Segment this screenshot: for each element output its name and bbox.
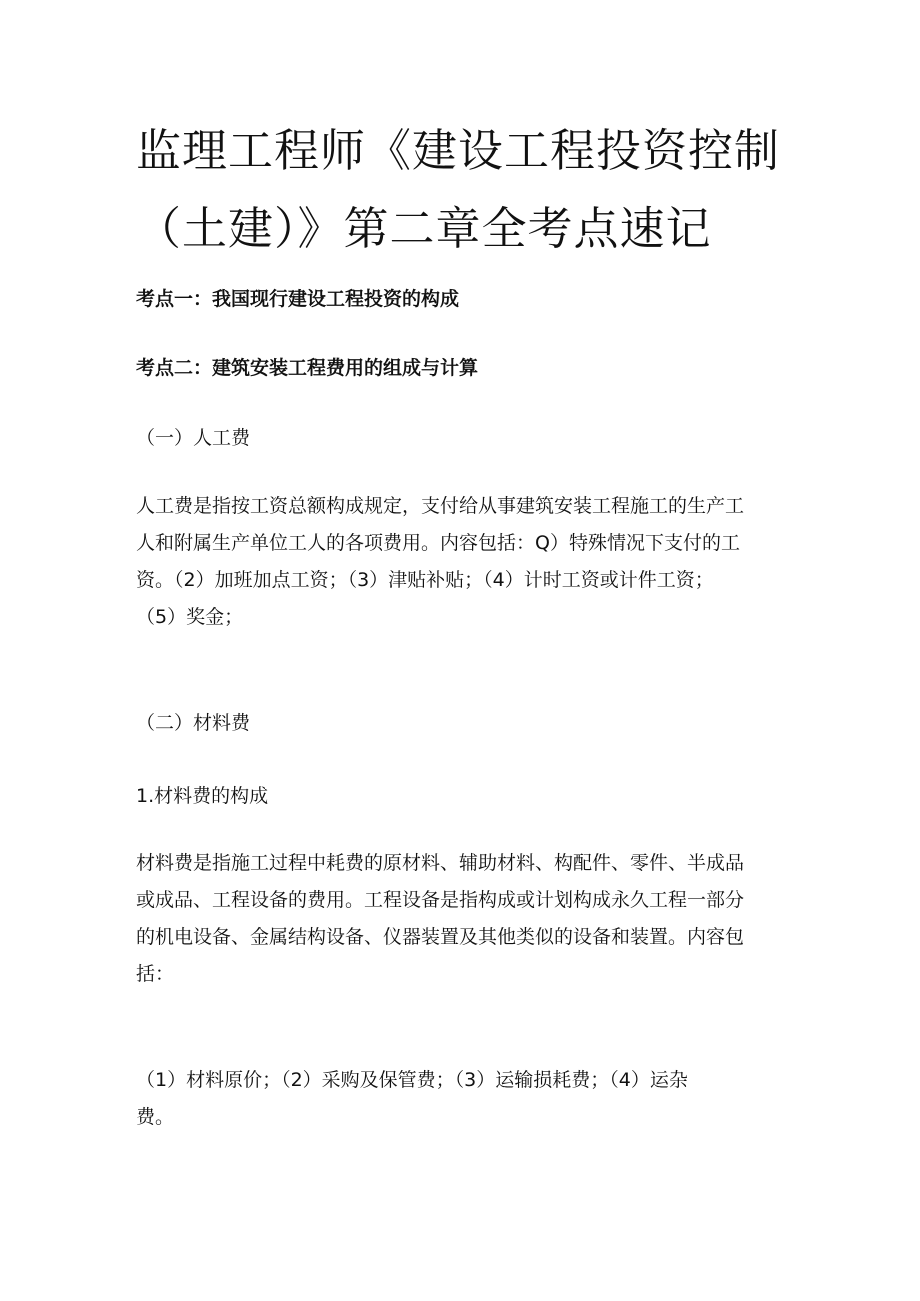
point-one-heading: 考点一：我国现行建设工程投资的构成 <box>136 288 460 310</box>
labor-cost-paragraph <box>136 488 784 636</box>
paragraph-line: 括： <box>136 963 175 985</box>
paragraph-line: 或成品、工程设备的费用。工程设备是指构成或计划构成永久工程一部分 <box>136 889 745 911</box>
labor-cost-heading: （一）人工费 <box>136 427 251 449</box>
point-two-heading: 考点二：建筑安装工程费用的组成与计算 <box>136 357 479 379</box>
material-cost-paragraph <box>136 845 784 993</box>
title-line: 监理工程师《建设工程投资控制 <box>136 124 781 177</box>
paragraph-line: （1）材料原价；（2）采购及保管费；（3）运输损耗费；（4）运杂 <box>136 1069 688 1091</box>
title-line: （土建）》第二章全考点速记 <box>136 202 712 255</box>
paragraph-line: （5）奖金； <box>136 606 244 628</box>
paragraph-line: 人和附属生产单位工人的各项费用。内容包括：Q）特殊情况下支付的工 <box>136 532 740 554</box>
material-composition-subheading: 1.材料费的构成 <box>136 785 269 807</box>
paragraph-line: 材料费是指施工过程中耗费的原材料、辅助材料、构配件、零件、半成品 <box>136 852 745 874</box>
paragraph-line: 费。 <box>136 1106 175 1128</box>
paragraph-line: 的机电设备、金属结构设备、仪器装置及其他类似的设备和装置。内容包 <box>136 926 745 948</box>
material-cost-heading: （二）材料费 <box>136 712 251 734</box>
paragraph-line: 资。（2）加班加点工资；（3）津贴补贴；（4）计时工资或计件工资； <box>136 569 714 591</box>
paragraph-line: 人工费是指按工资总额构成规定，支付给从事建筑安装工程施工的生产工 <box>136 495 745 517</box>
document-title <box>136 112 816 268</box>
material-items-paragraph <box>136 1062 784 1136</box>
